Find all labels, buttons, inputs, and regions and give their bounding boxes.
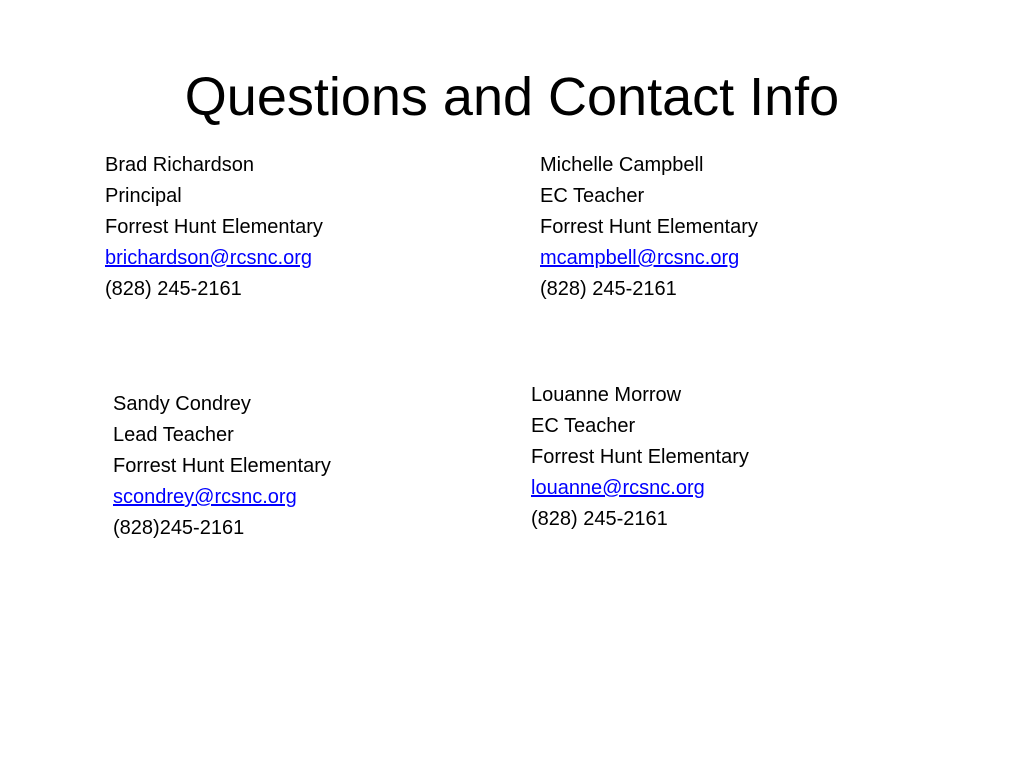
- contact-card-brad-richardson: [105, 150, 323, 305]
- contact-school: Forrest Hunt Elementary: [113, 455, 331, 477]
- contact-email-link[interactable]: brichardson@rcsnc.org: [105, 247, 313, 269]
- contact-email-link[interactable]: mcampbell@rcsnc.org: [540, 247, 740, 269]
- contact-school: Forrest Hunt Elementary: [540, 216, 758, 238]
- contact-role: EC Teacher: [531, 415, 636, 437]
- contact-phone: (828) 245-2161: [540, 278, 677, 300]
- contact-school: Forrest Hunt Elementary: [531, 446, 749, 468]
- contact-school: Forrest Hunt Elementary: [105, 216, 323, 238]
- contact-role: Lead Teacher: [113, 424, 234, 446]
- contact-email-link[interactable]: scondrey@rcsnc.org: [113, 486, 297, 508]
- slide-title: Questions and Contact Info: [184, 67, 840, 127]
- contact-name: Louanne Morrow: [531, 384, 682, 406]
- contact-card-michelle-campbell: [540, 150, 758, 305]
- contact-name: Brad Richardson: [105, 154, 254, 176]
- contact-card-louanne-morrow: [531, 380, 749, 535]
- contact-name: Sandy Condrey: [113, 393, 251, 415]
- contact-card-sandy-condrey: [113, 389, 331, 544]
- contact-phone: (828) 245-2161: [105, 278, 242, 300]
- contact-role: Principal: [105, 185, 182, 207]
- contact-phone: (828)245-2161: [113, 517, 245, 539]
- contact-email-link[interactable]: louanne@rcsnc.org: [531, 477, 705, 499]
- contact-role: EC Teacher: [540, 185, 645, 207]
- contact-name: Michelle Campbell: [540, 154, 704, 176]
- contact-phone: (828) 245-2161: [531, 508, 668, 530]
